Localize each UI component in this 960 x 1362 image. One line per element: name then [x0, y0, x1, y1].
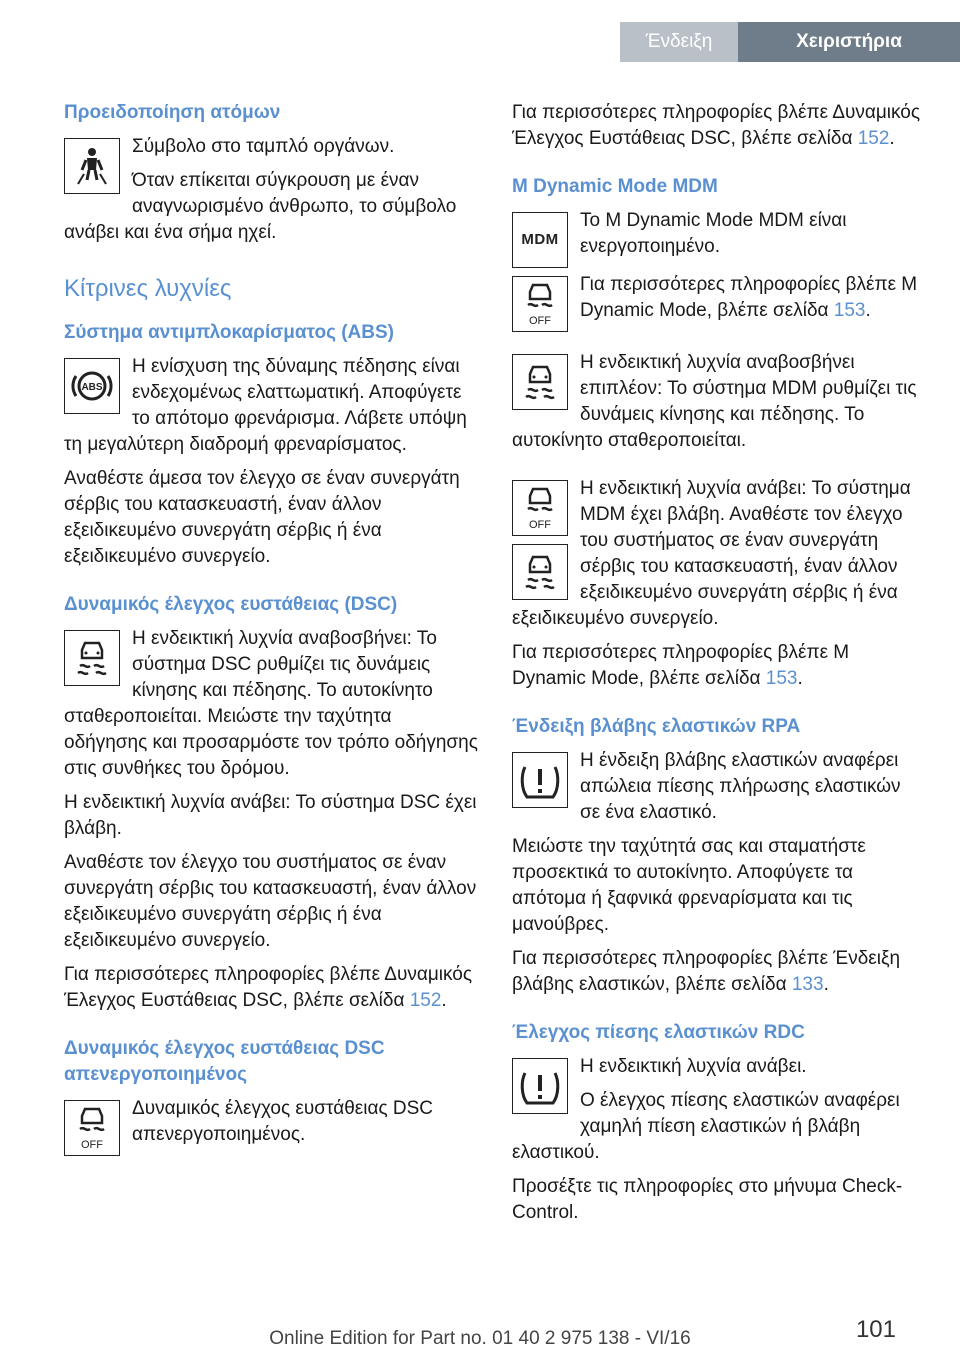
mdm-text-2: Για περισσότερες πληροφορίες βλέπε M Dynamic Mode, βλέπε σελίδα 153.: [580, 274, 918, 321]
dsc-icon-3: [512, 544, 568, 600]
pedestrian-warning-text-1: Σύμβολο στο ταμπλό οργάνων.: [132, 136, 395, 157]
left-column: [64, 100, 478, 1160]
mdm-text-3: Η ενδεικτική λυχνία αναβοσβήνει επιπλέον: Το σύστημα MDM ρυθμίζει τις δυνάμεις κίνησης και πέδησης. Το αυτοκίνητο σταθεροποιείται.: [512, 352, 917, 451]
rpa-heading: Ένδειξη βλάβης ελαστικών RPA: [512, 716, 801, 737]
rpa-text-2: Μειώστε την ταχύτητά σας και σταματήστε προσεκτικά το αυτοκίνητο. Αποφύγετε τα απότομα ή ξαφνικά φρεναρίσματα και τις μανούβρες.: [512, 836, 866, 935]
dsc-text-1: Η ενδεικτική λυχνία αναβοσβήνει: Το σύστημα DSC ρυθμίζει τις δυνάμεις κίνησης και πέδησης. Το αυτοκίνητο σταθεροποιείται. Μειώστε την ταχύτητα οδήγησης και προσαρμόστε τον τρόπο οδήγησης στις συνθήκες του δρόμου.: [64, 628, 478, 779]
svg-text:OFF: OFF: [529, 315, 551, 327]
rdc-block: [512, 1054, 926, 1174]
dsc-text-2: Η ενδεικτική λυχνία ανάβει: Το σύστημα DSC έχει βλάβη.: [64, 792, 477, 839]
yellow-lamps-heading: Κίτρινες λυχνίες: [64, 275, 232, 302]
tab-controls[interactable]: Χειριστήρια: [738, 22, 960, 62]
dsc-heading: Δυναμικός έλεγχος ευστάθειας (DSC): [64, 594, 398, 615]
dsc-off-text-1: Δυναμικός έλεγχος ευστάθειας DSC απενεργοποιημένος.: [132, 1098, 434, 1145]
mdm-text-1: Το M Dynamic Mode MDM είναι ενεργοποιημένο.: [580, 210, 847, 257]
dsc-off-icon-3: [512, 480, 568, 536]
mdm-text-4: Η ενδεικτική λυχνία ανάβει: Το σύστημα MDM έχει βλάβη. Αναθέστε τον έλεγχο του συστήματος σε έναν συνεργάτη σέρβις του κατασκευαστή, έναν άλλον εξειδικευμένο συνεργάτη σέρβις ή ένα εξειδικευμένο συνεργείο.: [512, 478, 911, 629]
pedestrian-warning-heading: Προειδοποίηση ατόμων: [64, 102, 281, 123]
page-header: [620, 22, 960, 62]
dsc-page-link[interactable]: 152: [409, 990, 442, 1011]
dsc-off-icon: [64, 1100, 120, 1156]
dsc-page-link-right[interactable]: 152: [857, 128, 890, 149]
rpa-page-link[interactable]: 133: [791, 974, 824, 995]
abs-text-1: Η ενίσχυση της δύναμης πέδησης είναι ενδεχομένως ελαττωματική. Αποφύγετε το απότομο φρενάρισμα. Λάβετε υπόψη τη μεγαλύτερη διαδρομή φρεναρίσματος.: [64, 356, 467, 455]
pedestrian-warning-text-2: Όταν επίκειται σύγκρουση με έναν αναγνωρισμένο άνθρωπο, το σύμβολο ανάβει και ένα σήμα ηχεί.: [64, 170, 457, 243]
mdm-heading: M Dynamic Mode MDM: [512, 176, 718, 197]
svg-text:ABS: ABS: [81, 382, 103, 393]
mdm-text-5: Για περισσότερες πληροφορίες βλέπε M Dynamic Mode, βλέπε σελίδα 153.: [512, 642, 850, 689]
dsc-off-heading: Δυναμικός έλεγχος ευστάθειας DSC απενεργοποιημένος: [64, 1038, 385, 1085]
rpa-text-3: Για περισσότερες πληροφορίες βλέπε Ένδειξη βλάβης ελαστικών, βλέπε σελίδα 133.: [512, 948, 901, 995]
pedestrian-warning-icon: [64, 138, 120, 194]
svg-text:OFF: OFF: [529, 519, 551, 531]
right-column: [512, 100, 926, 1234]
dsc-more-info: Για περισσότερες πληροφορίες βλέπε Δυναμικός Έλεγχος Ευστάθειας DSC, βλέπε σελίδα 152.: [512, 102, 920, 149]
dsc-off-block: [64, 1096, 478, 1160]
mdm-page-link-2[interactable]: 153: [765, 668, 798, 689]
edition-note: Online Edition for Part no. 01 40 2 975 138 - VI/16: [269, 1328, 691, 1349]
rdc-text-3: Προσέξτε τις πληροφορίες στο μήνυμα Check-Control.: [512, 1176, 903, 1223]
mdm-off-block: [512, 272, 926, 336]
dsc-icon-2: [512, 354, 568, 410]
mdm-block: [512, 208, 926, 272]
mdm-page-link[interactable]: 153: [833, 300, 866, 321]
rdc-text-2: Ο έλεγχος πίεσης ελαστικών αναφέρει χαμηλή πίεση ελαστικών ή βλάβη ελαστικού.: [512, 1090, 900, 1163]
page-number: 101: [855, 1316, 896, 1343]
abs-icon: [64, 358, 120, 414]
tire-pressure-icon: [512, 1058, 568, 1114]
dsc-text-3: Αναθέστε τον έλεγχο του συστήματος σε έναν συνεργάτη σέρβις του κατασκευαστή, έναν άλλον εξειδικευμένο συνεργάτη σέρβις ή ένα εξειδικευμένο συνεργείο.: [64, 852, 477, 951]
abs-text-2: Αναθέστε άμεσα τον έλεγχο σε έναν συνεργάτη σέρβις του κατασκευαστή, έναν άλλον εξειδικευμένο συνεργάτη σέρβις ή ένα εξειδικευμένο συνεργείο.: [64, 468, 460, 567]
dsc-icon: [64, 630, 120, 686]
tab-indicator[interactable]: Ένδειξη: [620, 22, 738, 62]
rpa-block: [512, 748, 926, 834]
pedestrian-warning-block: [64, 134, 478, 254]
page-footer: [0, 1316, 960, 1362]
tire-warning-icon: [512, 752, 568, 808]
abs-heading: Σύστημα αντιμπλοκαρίσματος (ABS): [64, 322, 395, 343]
mdm-fault-block: [512, 476, 926, 640]
abs-block: [64, 354, 478, 466]
dsc-off-icon-2: [512, 276, 568, 332]
rpa-text-1: Η ένδειξη βλάβης ελαστικών αναφέρει απώλεια πίεσης πλήρωσης ελαστικών σε ένα ελαστικό.: [580, 750, 901, 823]
rdc-text-1: Η ενδεικτική λυχνία ανάβει.: [580, 1056, 807, 1077]
rdc-heading: Έλεγχος πίεσης ελαστικών RDC: [512, 1022, 805, 1043]
dsc-block: [64, 626, 478, 790]
svg-text:OFF: OFF: [81, 1139, 103, 1151]
mdm-icon: MDM: [512, 212, 568, 268]
mdm-flashing-block: [512, 350, 926, 462]
dsc-text-4: Για περισσότερες πληροφορίες βλέπε Δυναμικός Έλεγχος Ευστάθειας DSC, βλέπε σελίδα 152.: [64, 964, 472, 1011]
